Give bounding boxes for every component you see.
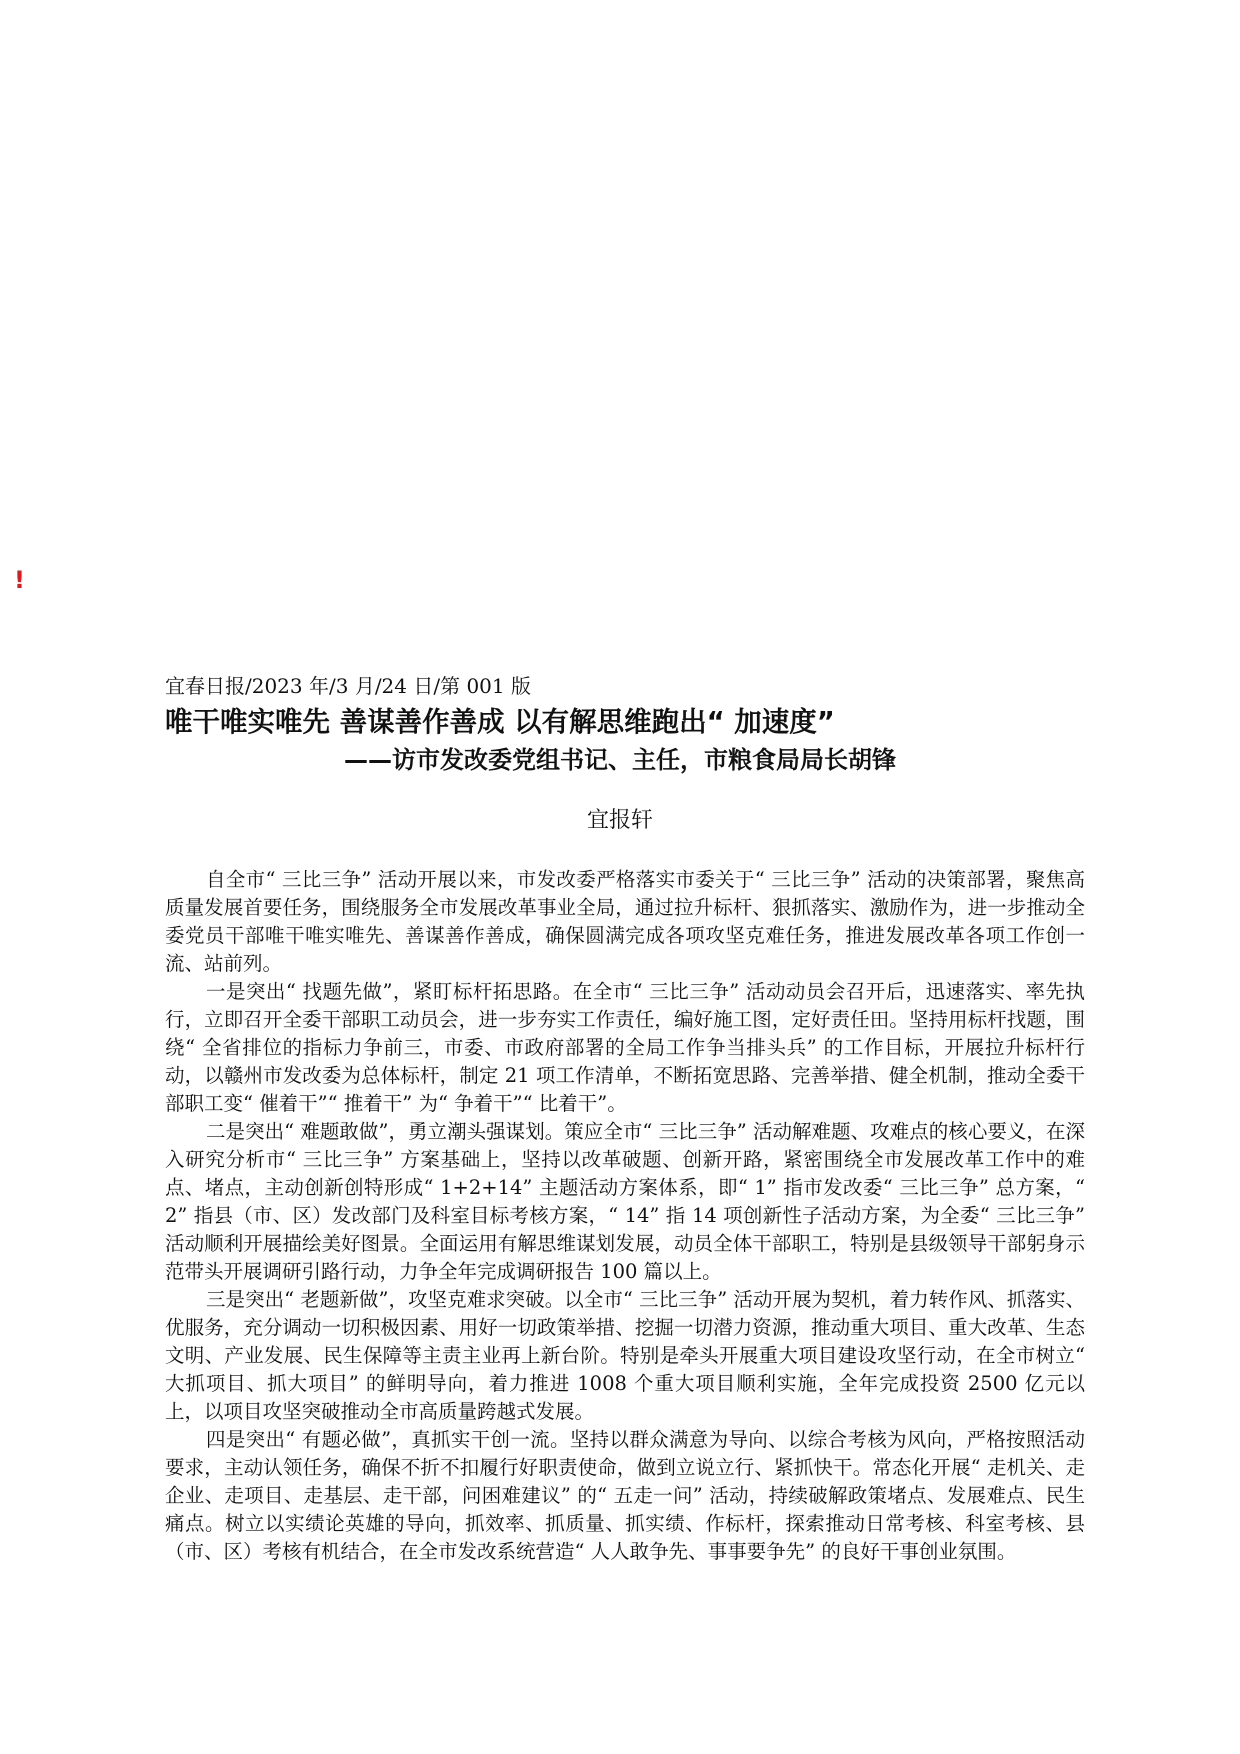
paragraph-point-2: 二是突出“ 难题敢做”，勇立潮头强谋划。策应全市“ 三比三争” 活动解难题、攻难点的核心要义，在深入研究分析市“ 三比三争” 方案基础上，坚持以改革破题、创新开路，紧密围绕全市发展改革工作中的难点、堵点，主动创新创特形成“ 1+2+14” 主题活动方案体系，即“ 1” 指市发改委“ 三比三争” 总方案，“ 2” 指县（市、区）发改部门及科室目标考核方案，“ 14” 指 14 项创新性子活动方案，为全委“ 三比三争” 活动顺利开展描绘美好图景。全面运用有解思维谋划发展，动员全体干部职工，特别是县级领导干部躬身示范带头开展调研引路行动，力争全年完成调研报告 100 篇以上。	[165, 1120, 1085, 1283]
article-body	[165, 866, 1085, 1566]
paragraph-point-4: 四是突出“ 有题必做”，真抓实干创一流。坚持以群众满意为导向、以综合考核为风向，严格按照活动要求，主动认领任务，确保不折不扣履行好职责使命，做到立说立行、紧抓快干。常态化开展“ 走机关、走企业、走项目、走基层、走干部，问困难建议” 的“ 五走一问” 活动，持续破解政策堵点、发展难点、民生痛点。树立以实绩论英雄的导向，抓效率、抓质量、抓实绩、作标杆，探索推动日常考核、科室考核、县（市、区）考核有机结合，在全市发改系统营造“ 人人敢争先、事事要争先” 的良好干事创业氛围。	[165, 1428, 1085, 1563]
article-title: 唯干唯实唯先 善谋善作善成 以有解思维跑出“ 加速度”	[165, 706, 835, 738]
paragraph-intro: 自全市“ 三比三争” 活动开展以来，市发改委严格落实市委关于“ 三比三争” 活动的决策部署，聚焦高质量发展首要任务，围绕服务全市发展改革事业全局，通过拉升标杆、狠抓落实、激励作为，进一步推动全委党员干部唯干唯实唯先、善谋善作善成，确保圆满完成各项攻坚克难任务，推进发展改革各项工作创一流、站前列。	[165, 868, 1085, 975]
article-subtitle: ——访市发改委党组书记、主任，市粮食局局长胡锋	[344, 746, 896, 774]
paragraph-point-3: 三是突出“ 老题新做”，攻坚克难求突破。以全市“ 三比三争” 活动开展为契机，着力转作风、抓落实、优服务，充分调动一切积极因素、用好一切政策举措、挖掘一切潜力资源，推动重大项目、重大改革、生态文明、产业发展、民生保障等主责主业再上新台阶。特别是牵头开展重大项目建设攻坚行动，在全市树立“ 大抓项目、抓大项目” 的鲜明导向，着力推进 1008 个重大项目顺利实施，全年完成投资 2500 亿元以上，以项目攻坚突破推动全市高质量跨越式发展。	[165, 1288, 1085, 1423]
paragraph-point-1: 一是突出“ 找题先做”，紧盯标杆拓思路。在全市“ 三比三争” 活动动员会召开后，迅速落实、率先执行，立即召开全委干部职工动员会，进一步夯实工作责任，编好施工图，定好责任田。坚持用标杆找题，围绕“ 全省排位的指标力争前三，市委、市政府部署的全局工作争当排头兵” 的工作目标，开展拉升标杆行动，以赣州市发改委为总体标杆，制定 21 项工作清单，不断拓宽思路、完善举措、健全机制，推动全委干部职工变“ 催着干”“ 推着干” 为“ 争着干”“ 比着干”。	[165, 980, 1085, 1115]
article-source: 宜春日报/2023 年/3 月/24 日/第 001 版	[165, 674, 531, 698]
article-author: 宜报轩	[586, 808, 653, 833]
red-exclamation-mark: !	[14, 566, 25, 594]
